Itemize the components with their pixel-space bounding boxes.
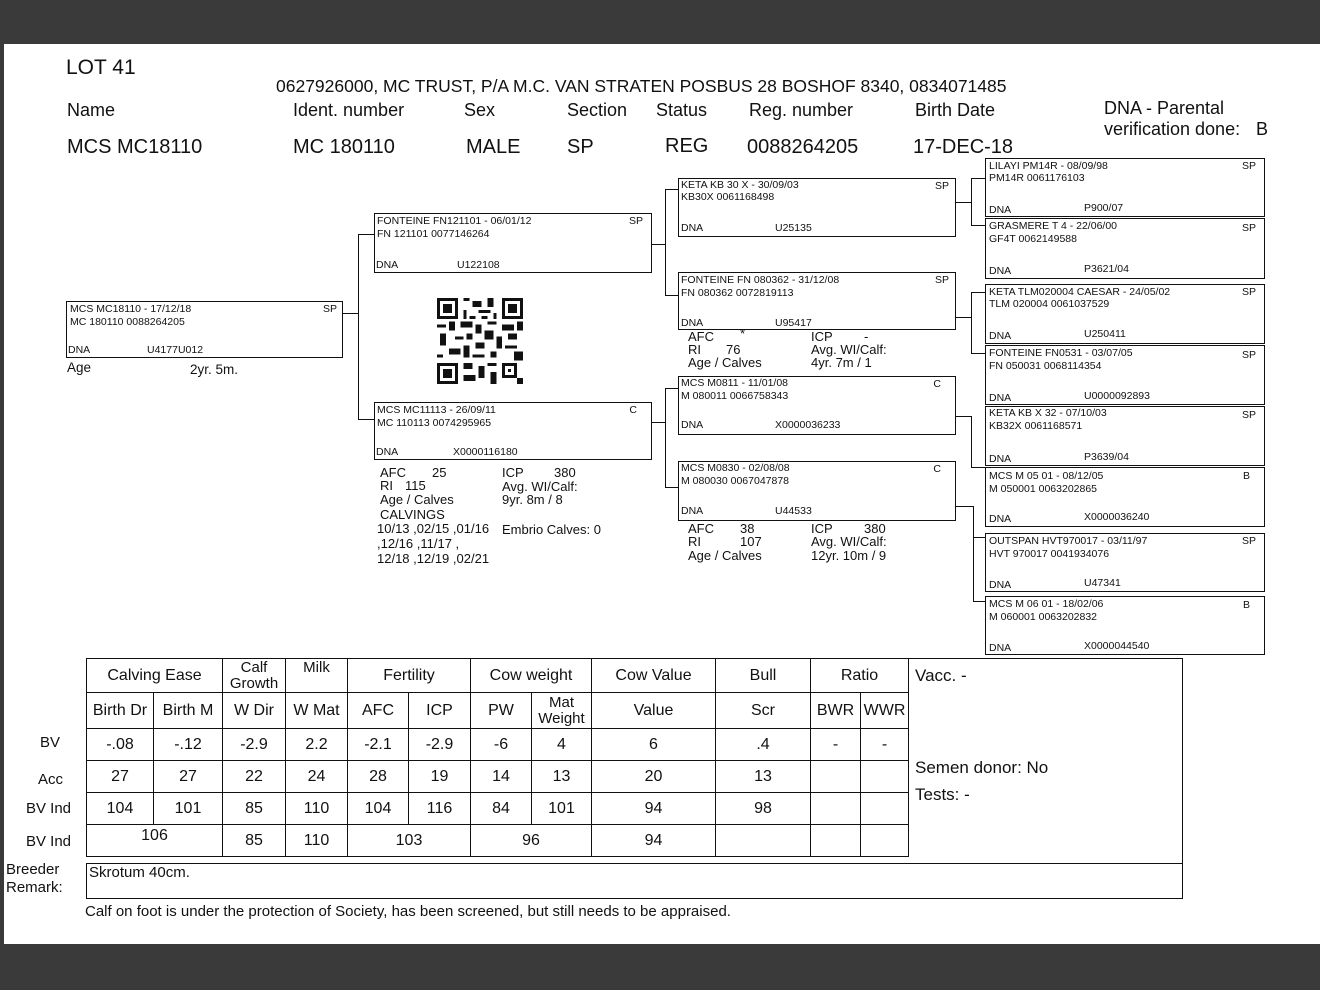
pedigree-dam-sire — [678, 376, 956, 435]
pedigree-dna-label: DNA — [68, 344, 91, 356]
header-reg: Reg. number — [749, 100, 854, 120]
embrio-calves: Embrio Calves: 0 — [502, 522, 601, 537]
pedigree-dna-value: U95417 — [775, 317, 812, 329]
acc-cell: 27 — [154, 761, 223, 793]
stat-label: Avg. WI/Calf: — [811, 534, 887, 549]
sub-pw: PW — [471, 693, 532, 729]
pedigree-ids: MC 110113 0074295965 — [377, 417, 492, 429]
group-milk: Milk — [286, 659, 348, 693]
bvind-cell: 101 — [154, 793, 223, 825]
dna-verified-value: B — [1256, 119, 1269, 139]
acc-cell: 24 — [286, 761, 348, 793]
pedigree-title: KETA TLM020004 CAESAR - 24/05/02 — [989, 286, 1171, 298]
pedigree-sire-sire — [678, 178, 956, 237]
pedigree-ids: FN 080362 0072819113 — [681, 287, 794, 299]
pedigree-ids: KB30X 0061168498 — [681, 191, 775, 203]
age-label: Age — [67, 360, 92, 375]
group-calving-ease: Calving Ease — [87, 659, 223, 693]
pedigree-ids: FN 121101 0077146264 — [377, 228, 490, 240]
sub-birth-dr: Birth Dr — [87, 693, 154, 729]
sub-wwr: WWR — [861, 693, 909, 729]
pedigree-title: MCS M0811 - 11/01/08 — [681, 377, 788, 389]
bvind-cell: 104 — [87, 793, 154, 825]
bv-cell: -2.1 — [348, 729, 409, 761]
bvind-cell: 101 — [532, 793, 592, 825]
pedigree-title: FONTEINE FN121101 - 06/01/12 — [377, 215, 532, 227]
header-dna-2: verification done: — [1104, 119, 1241, 139]
pedigree-title: FONTEINE FN0531 - 03/07/05 — [989, 347, 1133, 359]
document-page — [4, 44, 1320, 944]
group-cow-weight: Cow weight — [471, 659, 592, 693]
bvind2-wdir: 85 — [223, 825, 286, 857]
stat-label: RI — [688, 342, 701, 357]
pedigree-gg-2 — [985, 218, 1265, 279]
stat-value: 107 — [740, 534, 762, 549]
row-label-remark: Remark: — [6, 879, 63, 896]
bvind-cell: 84 — [471, 793, 532, 825]
pedigree-title: KETA KB X 32 - 07/10/03 — [989, 407, 1107, 419]
pedigree-title: FONTEINE FN 080362 - 31/12/08 — [681, 274, 840, 286]
pedigree-dna-value: U4177U012 — [147, 344, 204, 356]
stat-label: Avg. WI/Calf: — [811, 342, 887, 357]
pedigree-dna-label: DNA — [989, 392, 1012, 404]
bvind-cell: 85 — [223, 793, 286, 825]
pedigree-title: MCS M 05 01 - 08/12/05 — [989, 470, 1104, 482]
header-name: Name — [67, 100, 116, 120]
acc-cell — [811, 761, 861, 793]
pedigree-dna-value: P900/07 — [1084, 202, 1124, 214]
pedigree-gg-1 — [985, 158, 1265, 217]
pedigree-title: OUTSPAN HVT970017 - 03/11/97 — [989, 535, 1148, 547]
bvind-cell — [811, 793, 861, 825]
pedigree-code: B — [1242, 599, 1250, 611]
row-bv-ind-combined — [87, 825, 909, 857]
stat-label: RI — [380, 478, 393, 493]
pedigree-dna-value: X0000116180 — [453, 446, 518, 458]
acc-cell: 27 — [87, 761, 154, 793]
header-dna-1: DNA - Parental — [1104, 98, 1225, 118]
calvings-line: 12/18 ,12/19 ,02/21 — [377, 551, 490, 566]
pedigree-dam — [374, 402, 652, 460]
stat-value: 380 — [864, 521, 886, 536]
bvind-cell: 104 — [348, 793, 409, 825]
animal-section: SP — [567, 136, 594, 158]
stat-label: Age / Calves — [688, 548, 762, 563]
stat-label: ICP — [811, 329, 833, 344]
pedigree-code: SP — [1241, 409, 1256, 421]
sub-bwr: BWR — [811, 693, 861, 729]
group-fertility: Fertility — [348, 659, 471, 693]
acc-cell: 28 — [348, 761, 409, 793]
remark-box — [86, 863, 1183, 899]
bvind-cell: 110 — [286, 793, 348, 825]
pedigree-gg-3 — [985, 284, 1265, 344]
pedigree-dna-label: DNA — [376, 259, 399, 271]
bottom-bar — [0, 944, 1320, 990]
group-bull: Bull — [716, 659, 811, 693]
stat-label: Age / Calves — [380, 492, 454, 507]
bvind2-calving: 106 — [87, 825, 223, 857]
pedigree-dna-label: DNA — [681, 317, 704, 329]
pedigree-code: C — [933, 463, 941, 475]
pedigree-code: SP — [1241, 286, 1256, 298]
pedigree-title: KETA KB 30 X - 30/09/03 — [681, 179, 799, 191]
remark-text: Skrotum 40cm. — [89, 864, 190, 881]
sub-w-mat: W Mat — [286, 693, 348, 729]
header-section: Section — [567, 100, 628, 120]
pedigree-ids: TLM 020004 0061037529 — [989, 298, 1110, 310]
acc-cell — [861, 761, 909, 793]
qr-code-icon — [436, 298, 524, 384]
pedigree-ids: M 080011 0066758343 — [681, 390, 789, 402]
animal-name: MCS MC18110 — [67, 136, 203, 158]
sub-icp: ICP — [409, 693, 471, 729]
pedigree-code: SP — [1241, 535, 1256, 547]
stat-label: CALVINGS — [380, 507, 445, 522]
pedigree-ids: M 060001 0063202832 — [989, 611, 1098, 623]
semen-donor-text: Semen donor: No — [915, 758, 1049, 777]
pedigree-dna-label: DNA — [989, 265, 1012, 277]
pedigree-dna-value: P3621/04 — [1084, 263, 1129, 275]
pedigree-ids: KB32X 0061168571 — [989, 420, 1083, 432]
pedigree-code: SP — [934, 274, 949, 286]
pedigree-dna-value: X0000036240 — [1084, 511, 1150, 523]
pedigree-dna-value: U122108 — [457, 259, 500, 271]
pedigree-title: GRASMERE T 4 - 22/06/00 — [989, 220, 1118, 232]
pedigree-dna-label: DNA — [681, 222, 704, 234]
pedigree-gg-7 — [985, 533, 1265, 592]
stat-value: * — [740, 326, 746, 341]
pedigree-code: SP — [1241, 222, 1256, 234]
group-calf-growth: Calf Growth — [223, 659, 286, 693]
stat-label: Avg. WI/Calf: — [502, 479, 578, 494]
pedigree-dam-dam — [678, 461, 956, 521]
pedigree-code: SP — [628, 215, 643, 227]
pedigree-gg-8 — [985, 596, 1265, 655]
group-ratio: Ratio — [811, 659, 909, 693]
stat-value: 9yr. 8m / 8 — [502, 492, 563, 507]
stat-value: - — [864, 329, 869, 344]
pedigree-dna-label: DNA — [989, 330, 1012, 342]
bv-cell: -.08 — [87, 729, 154, 761]
tests-text: Tests: - — [915, 785, 970, 804]
stat-label: RI — [688, 534, 701, 549]
calvings-line: 10/13 ,02/15 ,01/16 — [377, 521, 490, 536]
pedigree-title: MCS M 06 01 - 18/02/06 — [989, 598, 1104, 610]
pedigree-code: B — [1242, 470, 1250, 482]
acc-cell: 13 — [532, 761, 592, 793]
stat-value: 115 — [405, 478, 426, 493]
pedigree-dna-value: X0000036233 — [775, 419, 841, 431]
acc-cell: 20 — [592, 761, 716, 793]
vacc-text: Vacc. - — [915, 666, 967, 685]
pedigree-dna-label: DNA — [989, 642, 1012, 654]
row-acc — [87, 761, 909, 793]
stat-label: AFC — [688, 329, 714, 344]
owner-line: 0627926000, MC TRUST, P/A M.C. VAN STRATEN POSBUS 28 BOSHOF 8340, 0834071485 — [276, 76, 1007, 96]
bv-cell: -2.9 — [223, 729, 286, 761]
pedigree-ids: FN 050031 0068114354 — [989, 360, 1102, 372]
pedigree-code: SP — [934, 180, 949, 192]
bv-cell: - — [811, 729, 861, 761]
pedigree-gg-5 — [985, 406, 1265, 466]
acc-cell: 14 — [471, 761, 532, 793]
animal-birth: 17-DEC-18 — [913, 136, 1014, 158]
acc-cell: 22 — [223, 761, 286, 793]
bv-cell: 6 — [592, 729, 716, 761]
pedigree-ids: M 080030 0067047878 — [681, 475, 790, 487]
bvind-cell: 98 — [716, 793, 811, 825]
pedigree-code: C — [629, 404, 637, 416]
stat-value: 38 — [740, 521, 755, 536]
bv-cell: .4 — [716, 729, 811, 761]
bvind2-wmat: 110 — [286, 825, 348, 857]
pedigree-ids: PM14R 0061176103 — [989, 172, 1085, 184]
pedigree-dna-label: DNA — [681, 419, 704, 431]
pedigree-ids: MC 180110 0088264205 — [70, 316, 185, 328]
sub-mat-weight: Mat Weight — [532, 693, 592, 729]
row-label-bv-ind: BV Ind — [26, 800, 72, 817]
row-label-acc: Acc — [38, 771, 64, 788]
pedigree-dna-value: U25135 — [775, 222, 812, 234]
stat-label: AFC — [688, 521, 714, 536]
stat-value: 76 — [726, 342, 741, 357]
row-label-bv-ind-2: BV Ind — [26, 833, 72, 850]
pedigree-code: C — [933, 378, 941, 390]
bv-cell: 4 — [532, 729, 592, 761]
pedigree-title: MCS M0830 - 02/08/08 — [681, 462, 790, 474]
pedigree-sire-dam — [678, 272, 956, 330]
pedigree-code: SP — [1241, 349, 1256, 361]
header-sex: Sex — [464, 100, 496, 120]
header-status: Status — [656, 100, 708, 120]
bvind2-value: 94 — [592, 825, 716, 857]
pedigree-subject — [66, 301, 343, 358]
pedigree-dna-value: X0000044540 — [1084, 640, 1150, 652]
sub-birth-m: Birth M — [154, 693, 223, 729]
footer-note: Calf on foot is under the protection of Society, has been screened, but still needs to be appraised. — [85, 903, 731, 920]
row-label-bv: BV — [40, 734, 61, 751]
pedigree-dna-value: U44533 — [775, 505, 812, 517]
pedigree-code: SP — [1241, 160, 1256, 172]
age-value: 2yr. 5m. — [190, 362, 239, 377]
bvind-cell — [861, 793, 909, 825]
pedigree-dna-label: DNA — [376, 446, 399, 458]
bv-cell: -6 — [471, 729, 532, 761]
stat-label: ICP — [811, 521, 833, 536]
pedigree-dna-label: DNA — [989, 453, 1012, 465]
pedigree-title: MCS MC18110 - 17/12/18 — [70, 303, 192, 315]
acc-cell: 19 — [409, 761, 471, 793]
bvind-cell: 116 — [409, 793, 471, 825]
bv-cell: -2.9 — [409, 729, 471, 761]
bv-cell: -.12 — [154, 729, 223, 761]
breeding-values-table — [86, 658, 909, 857]
sub-scr: Scr — [716, 693, 811, 729]
sub-afc: AFC — [348, 693, 409, 729]
pedigree-dna-value: P3639/04 — [1084, 451, 1129, 463]
group-cow-value: Cow Value — [592, 659, 716, 693]
stat-value: 4yr. 7m / 1 — [811, 355, 872, 370]
row-bv-ind — [87, 793, 909, 825]
pedigree-dna-label: DNA — [681, 505, 704, 517]
pedigree-ids: M 050001 0063202865 — [989, 483, 1098, 495]
pedigree-ids: GF4T 0062149588 — [989, 233, 1077, 245]
animal-reg: 0088264205 — [747, 136, 859, 158]
pedigree-gg-6 — [985, 467, 1265, 527]
stat-label: Age / Calves — [688, 355, 762, 370]
pedigree-dna-label: DNA — [989, 579, 1012, 591]
stat-value: 12yr. 10m / 9 — [811, 548, 887, 563]
animal-sex: MALE — [466, 136, 521, 158]
calvings-line: ,12/16 ,11/17 , — [377, 536, 460, 551]
stat-value: 25 — [432, 465, 447, 480]
pedigree-dna-value: U0000092893 — [1084, 390, 1150, 402]
animal-ident: MC 180110 — [293, 136, 395, 158]
row-bv — [87, 729, 909, 761]
stat-label: ICP — [502, 465, 524, 480]
pedigree-gg-4 — [985, 345, 1265, 405]
row-label-breeder: Breeder — [6, 861, 60, 878]
pedigree-ids: HVT 970017 0041934076 — [989, 548, 1110, 560]
pedigree-dna-value: U47341 — [1084, 577, 1121, 589]
header-birth: Birth Date — [915, 100, 996, 120]
bv-cell: - — [861, 729, 909, 761]
stat-label: AFC — [380, 465, 406, 480]
pedigree-dna-value: U250411 — [1084, 328, 1126, 340]
bv-cell: 2.2 — [286, 729, 348, 761]
pedigree-code: SP — [322, 303, 337, 315]
pedigree-title: MCS MC11113 - 26/09/11 — [377, 404, 496, 416]
sub-value: Value — [592, 693, 716, 729]
stat-value: 380 — [554, 465, 576, 480]
pedigree-title: LILAYI PM14R - 08/09/98 — [989, 160, 1108, 172]
sub-w-dir: W Dir — [223, 693, 286, 729]
bvind2-fertility: 103 — [348, 825, 471, 857]
bvind2-cow-weight: 96 — [471, 825, 592, 857]
pedigree-dna-label: DNA — [989, 513, 1012, 525]
bvind-cell: 94 — [592, 793, 716, 825]
pedigree-dna-label: DNA — [989, 204, 1012, 216]
header-ident: Ident. number — [293, 100, 405, 120]
pedigree-sire — [374, 213, 652, 273]
animal-status: REG — [665, 135, 709, 157]
acc-cell: 13 — [716, 761, 811, 793]
lot-number: LOT 41 — [66, 56, 136, 79]
